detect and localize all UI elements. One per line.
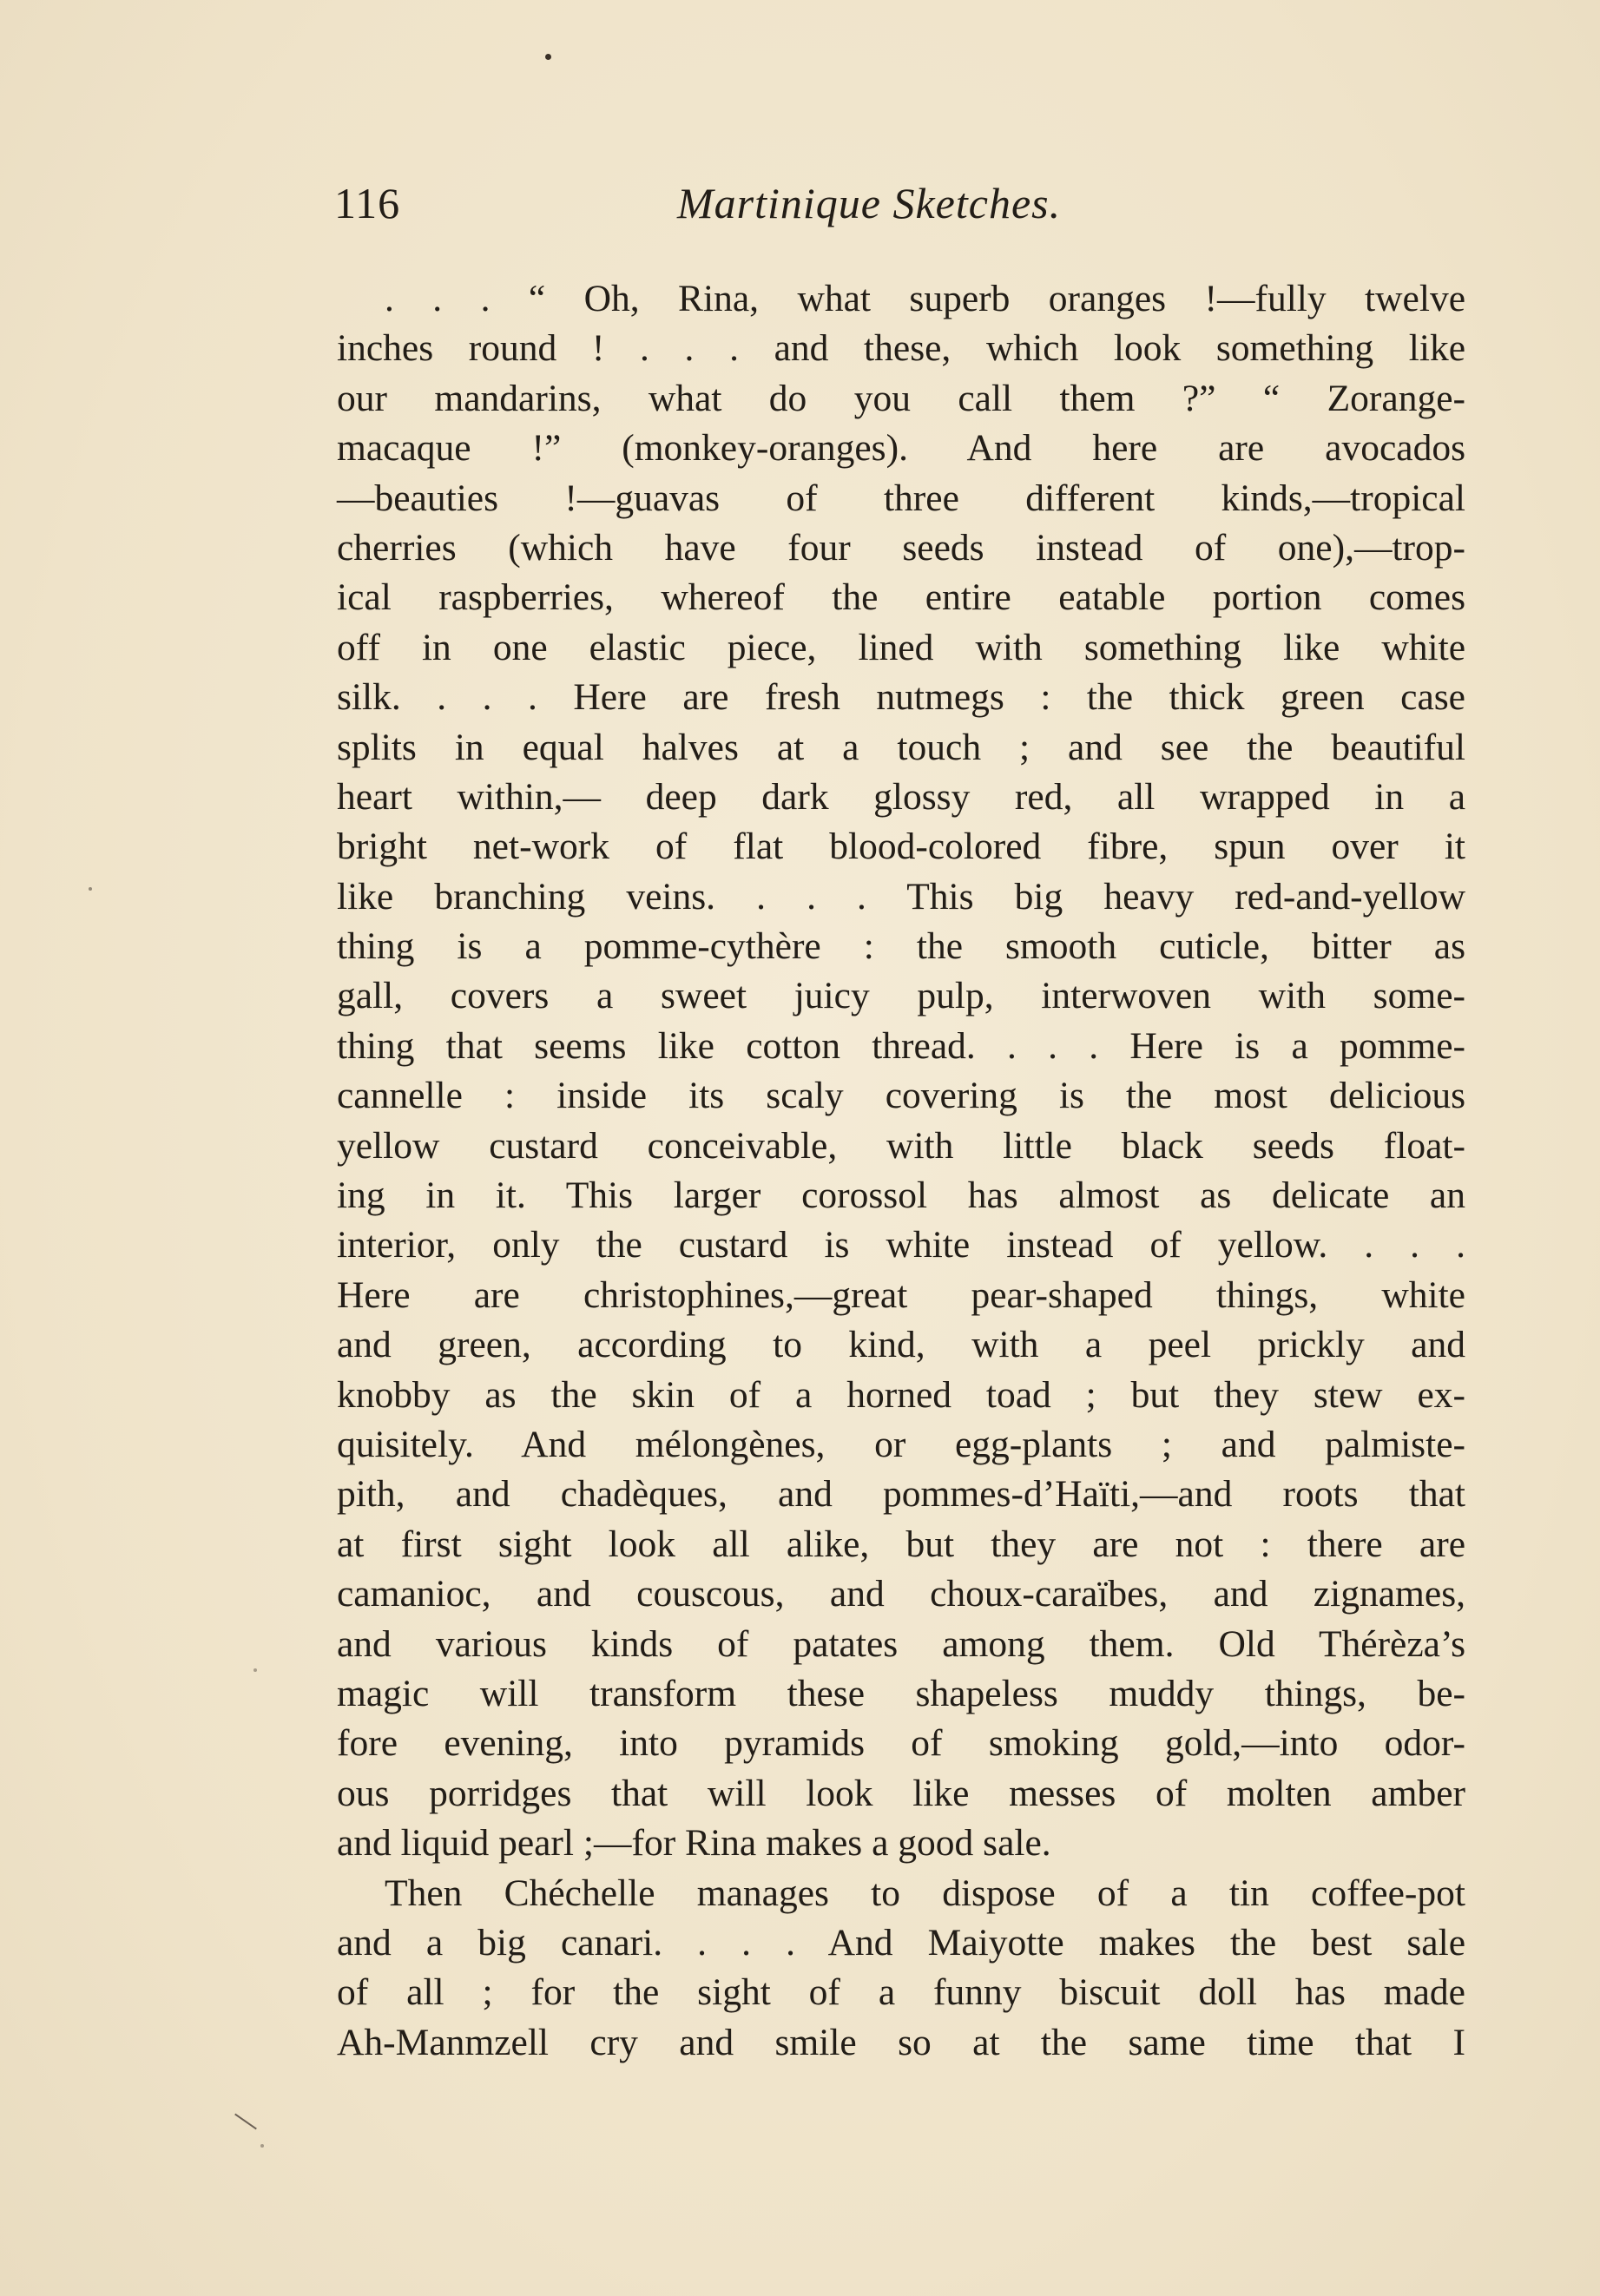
text-line: heart within,— deep dark glossy red, all wrapped in a xyxy=(337,775,1465,818)
text-line: gall, covers a sweet juicy pulp, interwoven with some- xyxy=(337,975,1465,1017)
text-line: cannelle : inside its scaly covering is the most delicious xyxy=(337,1075,1465,1117)
text-line: our mandarins, what do you call them ?” “ Zorange- xyxy=(337,377,1465,419)
body-text xyxy=(337,274,1465,2068)
running-title: Martinique Sketches. xyxy=(677,179,1062,227)
scan-speck xyxy=(260,2144,264,2148)
text-line: —beauties !—guavas of three different kinds,—tropical xyxy=(337,477,1465,519)
text-line: Then Chéchelle manages to dispose of a tin coffee-pot xyxy=(385,1872,1465,1914)
text-line: and liquid pearl ;—for Rina makes a good sale. xyxy=(337,1822,1051,1865)
text-line: bright net-work of flat blood-colored fibre, spun over it xyxy=(337,826,1465,868)
text-line: thing is a pomme-cythère : the smooth cuticle, bitter as xyxy=(337,925,1465,968)
text-line: thing that seems like cotton thread. . . . Here is a pomme- xyxy=(337,1024,1465,1067)
text-line: quisitely. And mélongènes, or egg-plants ; and palmiste- xyxy=(337,1423,1465,1465)
text-line: and green, according to kind, with a peel prickly and xyxy=(337,1324,1465,1366)
text-line: pith, and chadèques, and pommes-d’Haïti,—and roots that xyxy=(337,1473,1465,1516)
page-header xyxy=(334,178,1463,247)
scan-mark xyxy=(234,2114,257,2130)
text-line: ing in it. This larger corossol has almost as delicate an xyxy=(337,1174,1465,1217)
page-number: 116 xyxy=(334,179,401,227)
text-line: ous porridges that will look like messes of molten amber xyxy=(337,1772,1465,1814)
text-line: yellow custard conceivable, with little black seeds float- xyxy=(337,1124,1465,1167)
text-line: splits in equal halves at a touch ; and see the beautiful xyxy=(337,726,1465,768)
text-line: of all ; for the sight of a funny biscuit doll has made xyxy=(337,1971,1465,2014)
scan-speck xyxy=(253,1668,257,1672)
text-line: at first sight look all alike, but they are not : there are xyxy=(337,1523,1465,1565)
text-line: knobby as the skin of a horned toad ; but they stew ex- xyxy=(337,1373,1465,1416)
text-line: silk. . . . Here are fresh nutmegs : the thick green case xyxy=(337,676,1465,719)
text-line: and a big canari. . . . And Maiyotte makes the best sale xyxy=(337,1921,1465,1964)
text-line: cherries (which have four seeds instead of one),—trop- xyxy=(337,526,1465,569)
text-line: Ah-Manmzell cry and smile so at the same time that I xyxy=(337,2021,1465,2063)
text-line: Here are christophines,—great pear-shaped things, white xyxy=(337,1273,1465,1316)
text-line: magic will transform these shapeless muddy things, be- xyxy=(337,1672,1465,1714)
text-line: fore evening, into pyramids of smoking gold,—into odor- xyxy=(337,1722,1465,1765)
text-line: ical raspberries, whereof the entire eatable portion comes xyxy=(337,576,1465,619)
text-line: macaque !” (monkey-oranges). And here are avocados xyxy=(337,427,1465,470)
text-line: off in one elastic piece, lined with something like white xyxy=(337,626,1465,668)
text-line: interior, only the custard is white instead of yellow. . . . xyxy=(337,1224,1465,1266)
text-line: and various kinds of patates among them. Old Thérèza’s xyxy=(337,1622,1465,1665)
text-line: . . . “ Oh, Rina, what superb oranges !—fully twelve xyxy=(385,278,1465,319)
text-line: camanioc, and couscous, and choux-caraïbes, and zignames, xyxy=(337,1573,1465,1615)
scan-speck xyxy=(545,54,551,60)
text-line: inches round ! . . . and these, which look something like xyxy=(337,327,1465,370)
scan-speck xyxy=(89,887,92,891)
text-line: like branching veins. . . . This big heavy red-and-yellow xyxy=(337,875,1465,918)
